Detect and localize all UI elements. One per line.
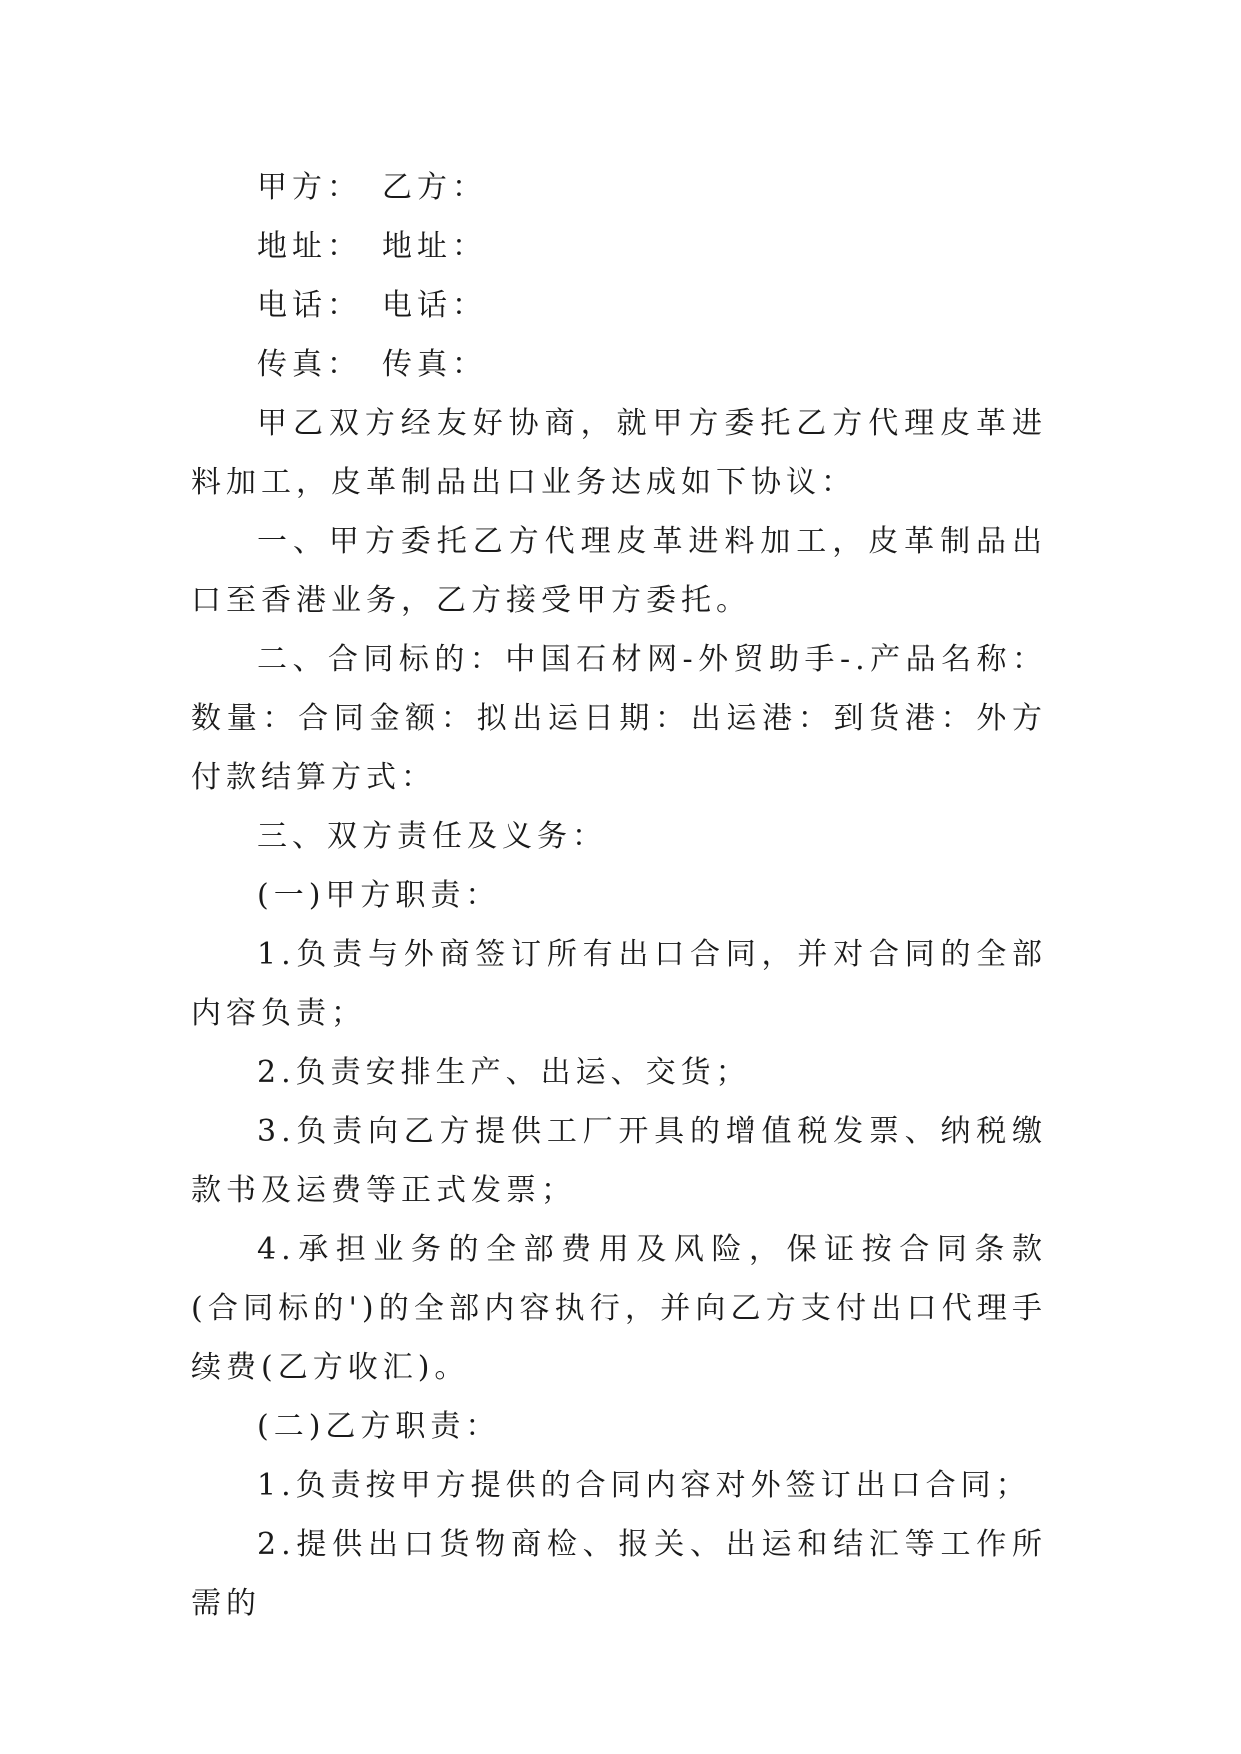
party-a-duty-4: 4.承担业务的全部费用及风险，保证按合同条款(合同标的')的全部内容执行，并向乙方支付出口代理手续费(乙方收汇)。: [191, 1232, 1047, 1385]
party-a-duty-2: 2.负责安排生产、出运、交货；: [257, 1055, 751, 1090]
party-a-duty-1: 1.负责与外商签订所有出口合同，并对合同的全部内容负责；: [191, 937, 1047, 1031]
clause-2: 二、合同标的：中国石材网-外贸助手-.产品名称：数量：合同金额：拟出运日期：出运港：到货港：外方付款结算方式：: [191, 642, 1047, 795]
party-b-duty-1: 1.负责按甲方提供的合同内容对外签订出口合同；: [257, 1468, 1031, 1503]
fax-line: 传真： 传真：: [257, 347, 487, 382]
intro-paragraph: 甲乙双方经友好协商，就甲方委托乙方代理皮革进料加工，皮革制品出口业务达成如下协议：: [191, 406, 1047, 500]
clause-3-heading: 三、双方责任及义务：: [257, 819, 607, 854]
party-a-duties-heading: (一)甲方职责：: [257, 878, 501, 913]
clause-1: 一、甲方委托乙方代理皮革进料加工，皮革制品出口至香港业务，乙方接受甲方委托。: [191, 524, 1047, 618]
party-b-duty-2: 2.提供出口货物商检、报关、出运和结汇等工作所需的: [191, 1527, 1047, 1621]
party-b-duties-heading: (二)乙方职责：: [257, 1409, 501, 1444]
phone-line: 电话： 电话：: [257, 288, 487, 323]
party-a-duty-3: 3.负责向乙方提供工厂开具的增值税发票、纳税缴款书及运费等正式发票；: [191, 1114, 1047, 1208]
party-a-b-line: 甲方： 乙方：: [257, 170, 487, 205]
document-body: [191, 158, 1047, 1633]
address-line: 地址： 地址：: [257, 229, 487, 264]
